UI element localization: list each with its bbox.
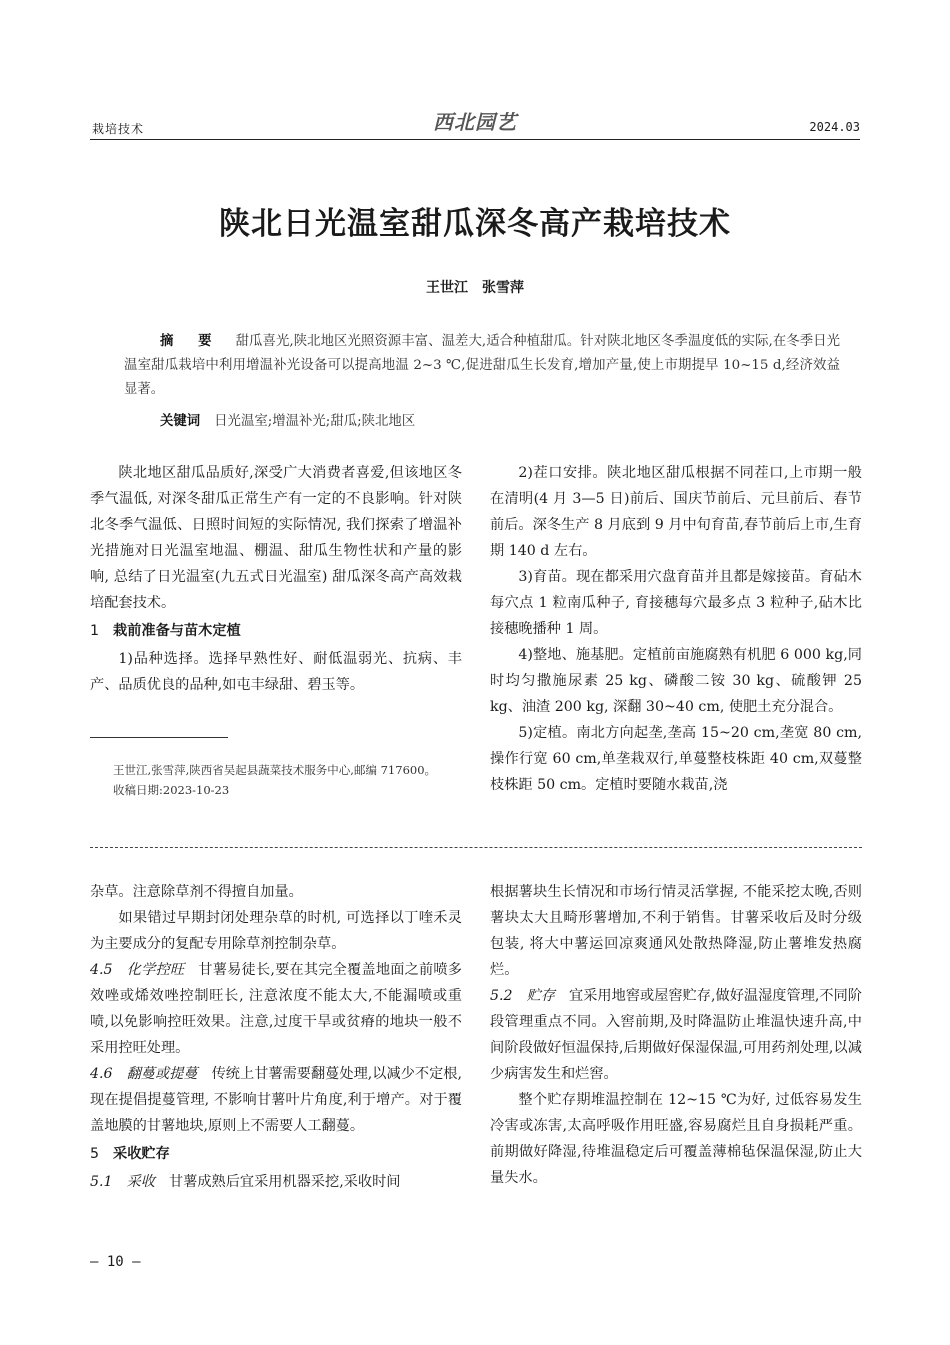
journal-logo: 西北园艺 xyxy=(433,110,517,134)
subsection-number: 5.1 xyxy=(90,1174,113,1190)
column-bottom-left xyxy=(90,879,462,1195)
subsection-text: 甘薯成熟后宜采用机器采挖,采收时间 xyxy=(168,1174,401,1190)
running-header-issue: 2024.03 xyxy=(809,120,860,134)
article-title: 陕北日光温室甜瓜深冬高产栽培技术 xyxy=(219,206,731,242)
subsection-text: 甘薯易徒长,要在其完全覆盖地面之前喷多效唑或烯效唑控制旺长, 注意浓度不能太大,不能漏喷或重喷,以免影响控旺效果。注意,过度干旱或贫瘠的地块一般不采用控旺处理。 xyxy=(90,962,462,1056)
subsection-number: 4.6 xyxy=(90,1066,113,1082)
article-authors: 王世江 张雪萍 xyxy=(426,280,524,296)
keywords xyxy=(160,410,415,429)
footnote-author: 王世江,张雪萍,陕西省吴起县蔬菜技术服务中心,邮编 717600。 xyxy=(113,763,437,777)
paragraph-storage-temp: 整个贮存期堆温控制在 12~15 ℃为好, 过低容易发生冷害或冻害,太高呼吸作用旺盛,容易腐烂且自身损耗严重。前期做好降湿,待堆温稳定后可覆盖薄棉毡保温保湿,防止大量失水。 xyxy=(490,1092,862,1186)
footnote-rule xyxy=(90,737,228,738)
subsection-text: 传统上甘薯需要翻蔓处理,以减少不定根, 现在提倡提蔓管理, 不影响甘薯叶片角度,利于增产。对于覆盖地膜的甘薯地块,原则上不需要人工翻蔓。 xyxy=(90,1066,462,1134)
subsection-5-1 xyxy=(90,1169,462,1195)
subsection-title: 采收 xyxy=(126,1174,155,1190)
column-top-right xyxy=(490,460,862,798)
column-bottom-right xyxy=(490,879,862,1191)
section-heading-1 xyxy=(90,618,462,644)
paragraph-planting: 5)定植。南北方向起垄,垄高 15~20 cm,垄宽 80 cm,操作行宽 60 cm,单垄栽双行,单蔓整枝株距 40 cm,双蔓整枝株距 50 cm。定植时要随水栽苗,浇 xyxy=(490,725,862,793)
subsection-number: 4.5 xyxy=(90,962,113,978)
section-title: 栽前准备与苗木定植 xyxy=(113,623,241,639)
header-rule xyxy=(90,139,860,140)
section-number: 5 xyxy=(90,1146,100,1162)
abstract-label: 摘 要 xyxy=(160,334,222,349)
subsection-4-5 xyxy=(90,957,462,1061)
page-number: — 10 — xyxy=(90,1254,141,1270)
subsection-title: 翻蔓或提蔓 xyxy=(126,1066,198,1082)
section-title: 采收贮存 xyxy=(113,1146,170,1162)
keywords-text: 日光温室;增温补光;甜瓜;陕北地区 xyxy=(214,414,416,429)
column-top-left xyxy=(90,460,462,698)
subsection-title: 贮存 xyxy=(526,988,555,1004)
section-number: 1 xyxy=(90,623,100,639)
paragraph-fertilizer: 4)整地、施基肥。定植前亩施腐熟有机肥 6 000 kg,同时均匀撒施尿素 25 kg、磷酸二铵 30 kg、硫酸钾 25 kg、油渣 200 kg, 深翻 30~40 cm, 使肥土充分混合。 xyxy=(490,647,862,715)
subsection-text: 宜采用地窖或屋窖贮存,做好温湿度管理,不同阶段管理重点不同。入窖前期,及时降温防止堆温快速升高,中间阶段做好恒温保持,后期做好保湿保温,可用药剂处理,以减少病害发生和烂窖。 xyxy=(490,988,862,1082)
paragraph-rotation: 2)茬口安排。陕北地区甜瓜根据不同茬口,上市期一般在清明(4 月 3—5 日)前后、国庆节前后、元旦前后、春节前后。深冬生产 8 月底到 9 月中旬育苗,春节前后上市,生育期 140 d 左右。 xyxy=(490,465,862,559)
page-divider xyxy=(90,847,862,848)
paragraph-harvest: 根据薯块生长情况和市场行情灵活掌握, 不能采挖太晚,否则薯块太大且畸形薯增加,不利于销售。甘薯采收后及时分级包装, 将大中薯运回凉爽通风处散热降湿,防止薯堆发热腐烂。 xyxy=(490,884,862,978)
paragraph-variety: 1)品种选择。选择早熟性好、耐低温弱光、抗病、丰产、品质优良的品种,如屯丰绿甜、碧玉等。 xyxy=(90,651,462,693)
abstract xyxy=(124,330,840,402)
footnote-received: 收稿日期:2023-10-23 xyxy=(113,783,230,797)
paragraph-weed: 杂草。注意除草剂不得擅自加量。 xyxy=(90,884,303,900)
paragraph-herbicide: 如果错过早期封闭处理杂草的时机, 可选择以丁喹禾灵为主要成分的复配专用除草剂控制杂草。 xyxy=(90,910,462,952)
subsection-4-6 xyxy=(90,1061,462,1139)
footnote xyxy=(90,760,462,800)
subsection-5-2 xyxy=(490,983,862,1087)
running-header-section: 栽培技术 xyxy=(92,122,145,136)
subsection-number: 5.2 xyxy=(490,988,513,1004)
abstract-text: 甜瓜喜光,陕北地区光照资源丰富、温差大,适合种植甜瓜。针对陕北地区冬季温度低的实际,在冬季日光温室甜瓜栽培中利用增温补光设备可以提高地温 2~3 ℃,促进甜瓜生长发育,增加产量,使上市期提早 10~15 d,经济效益显著。 xyxy=(124,334,840,397)
keywords-label: 关键词 xyxy=(160,414,201,429)
intro-paragraph: 陕北地区甜瓜品质好,深受广大消费者喜爱,但该地区冬季气温低, 对深冬甜瓜正常生产有一定的不良影响。针对陕北冬季气温低、日照时间短的实际情况, 我们探索了增温补光措施对日光温室地温、棚温、甜瓜生物性状和产量的影响, 总结了日光温室(九五式日光温室) 甜瓜深冬高产高效栽培配套技术。 xyxy=(90,465,462,611)
subsection-title: 化学控旺 xyxy=(126,962,185,978)
section-heading-5 xyxy=(90,1141,462,1167)
paragraph-seedling: 3)育苗。现在都采用穴盘育苗并且都是嫁接苗。育砧木每穴点 1 粒南瓜种子, 育接穗每穴最多点 3 粒种子,砧木比接穗晚播种 1 周。 xyxy=(490,569,862,637)
